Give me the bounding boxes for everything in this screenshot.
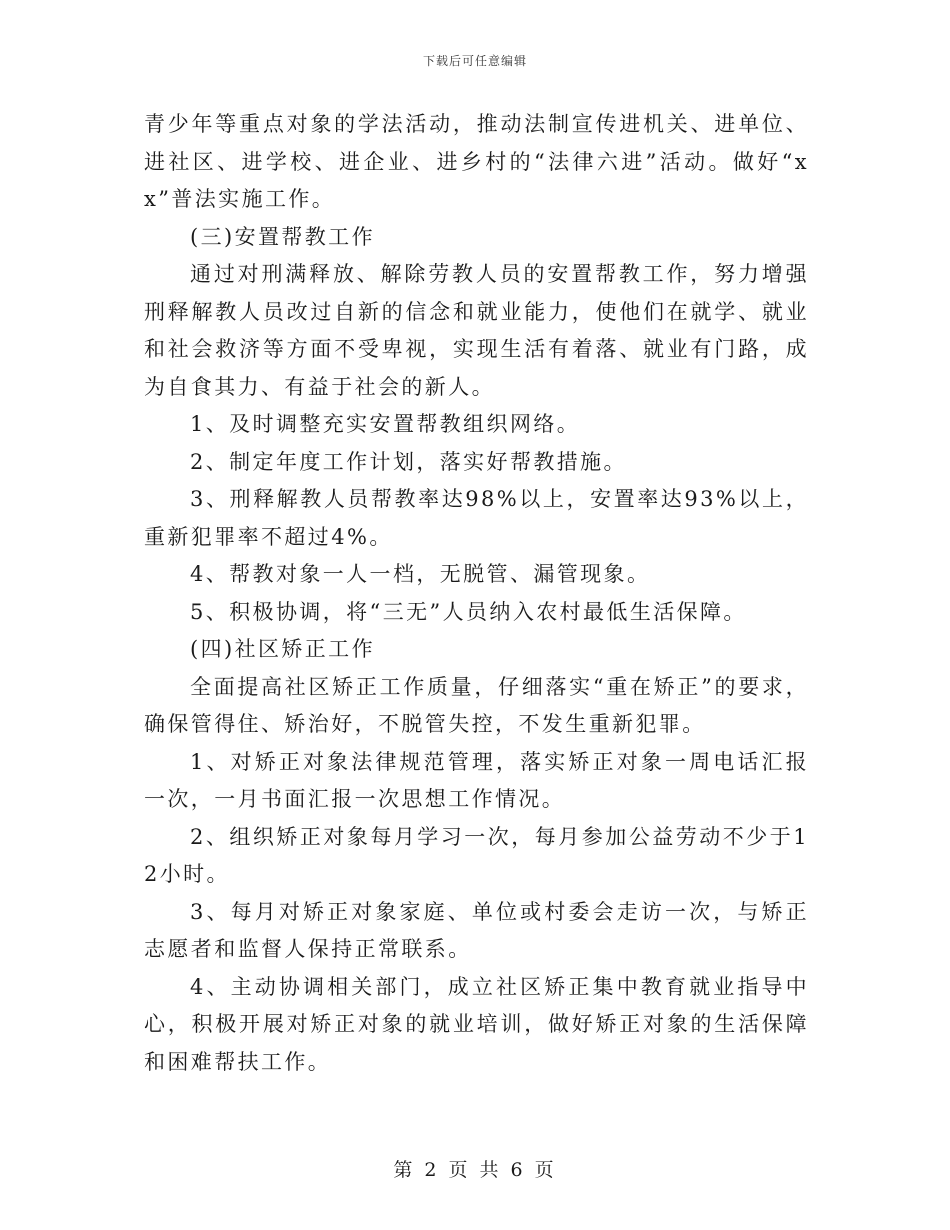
list-item-3-3: 3、刑释解教人员帮教率达98%以上，安置率达93%以上，重新犯罪率不超过4%。 <box>144 487 809 549</box>
paragraph-2: 通过对刑满释放、解除劳教人员的安置帮教工作，努力增强刑释解教人员改过自新的信念和就业能力，使他们在就学、就业和社会救济等方面不受卑视，实现生活有着落、就业有门路，成为自食其力、有益于社会的新人。 <box>144 262 809 399</box>
list-item-4-2: 2、组织矫正对象每月学习一次，每月参加公益劳动不少于12小时。 <box>144 824 809 886</box>
list-item-4-3: 3、每月对矫正对象家庭、单位或村委会走访一次，与矫正志愿者和监督人保持正常联系。 <box>144 899 809 961</box>
paragraph-0: 青少年等重点对象的学法活动，推动法制宣传进机关、进单位、进社区、进学校、进企业、进乡村的“法律六进”活动。做好“xx”普法实施工作。 <box>144 112 809 211</box>
list-item-3-4: 4、帮教对象一人一档，无脱管、漏管现象。 <box>190 562 651 586</box>
paragraph-9: 全面提高社区矫正工作质量，仔细落实“重在矫正”的要求，确保管得住、矫治好，不脱管失控，不发生重新犯罪。 <box>144 674 809 736</box>
page-header: 下载后可任意编辑 <box>422 54 527 68</box>
list-item-3-2: 2、制定年度工作计划，落实好帮教措施。 <box>190 449 627 474</box>
section-heading-3: (三)安置帮教工作 <box>190 224 375 249</box>
list-item-3-5: 5、积极协调，将“三无”人员纳入农村最低生活保障。 <box>190 599 747 624</box>
page-number-footer: 第 2 页 共 6 页 <box>393 1159 557 1181</box>
list-item-3-1: 1、及时调整充实安置帮教组织网络。 <box>190 412 581 436</box>
document-body <box>144 106 809 1081</box>
section-heading-4: (四)社区矫正工作 <box>190 637 375 661</box>
list-item-4-4: 4、主动协调相关部门，成立社区矫正集中教育就业指导中心，积极开展对矫正对象的就业培训，做好矫正对象的生活保障和困难帮扶工作。 <box>144 974 809 1074</box>
list-item-4-1: 1、对矫正对象法律规范管理，落实矫正对象一周电话汇报一次，一月书面汇报一次思想工作情况。 <box>144 749 809 811</box>
